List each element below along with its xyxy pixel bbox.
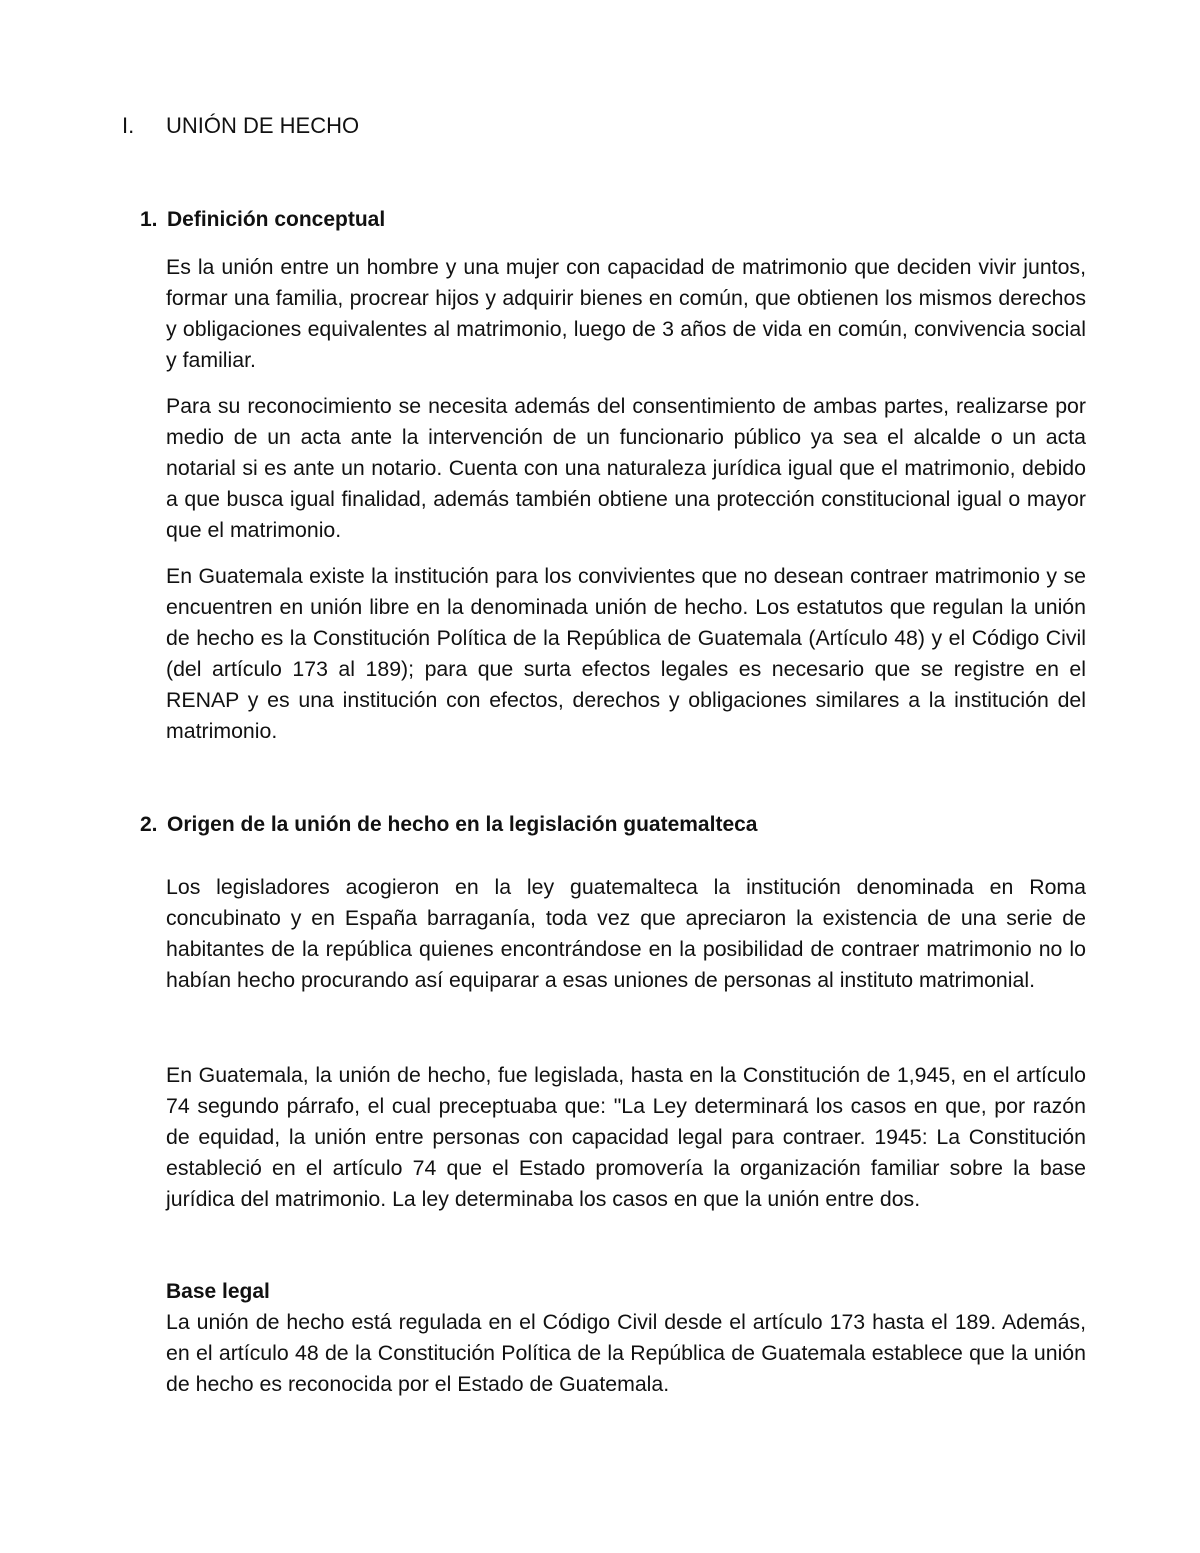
title-text: UNIÓN DE HECHO [166,113,360,138]
paragraph: Los legisladores acogieron en la ley guatemalteca la institución denominada en Roma concubinato y en España barraganía, toda vez que apreciaron la existencia de una serie de habitantes de la república quienes encontrándose en la posibilidad de contraer matrimonio no lo habían hecho procurando así equiparar a esas uniones de personas al instituto matrimonial. [166,875,1086,992]
title-number: I. [122,113,135,138]
section-heading-text: Origen de la unión de hecho en la legislación guatemalteca [167,813,758,836]
section-heading-definicion [140,206,385,234]
paragraph: Es la unión entre un hombre y una mujer con capacidad de matrimonio que deciden vivir juntos, formar una familia, procrear hijos y adquirir bienes en común, que obtienen los mismos derechos y obligaciones equivalentes al matrimonio, luego de 3 años de vida en común, convivencia social y familiar. [166,255,1086,372]
document-title [122,112,359,140]
section-heading-text: Definición conceptual [167,208,386,231]
paragraph: Para su reconocimiento se necesita además del consentimiento de ambas partes, realizarse por medio de un acta ante la intervención de un funcionario público ya sea el alcalde o un acta notarial si es ante un notario. Cuenta con una naturaleza jurídica igual que el matrimonio, debido a que busca igual finalidad, además también obtiene una protección constitucional igual o mayor que el matrimonio. [166,394,1086,542]
subsection-heading-base-legal: Base legal [166,1280,270,1303]
paragraph: La unión de hecho está regulada en el Código Civil desde el artículo 173 hasta el 189. Además, en el artículo 48 de la Constitución Política de la República de Guatemala establece que la unión de hecho es reconocida por el Estado de Guatemala. [166,1310,1086,1396]
section-number: 1. [140,208,158,231]
paragraph: En Guatemala existe la institución para los convivientes que no desean contraer matrimonio y se encuentren en unión libre en la denominada unión de hecho. Los estatutos que regulan la unión de hecho es la Constitución Política de la República de Guatemala (Artículo 48) y el Código Civil (del artículo 173 al 189); para que surta efectos legales es necesario que se registre en el RENAP y es una institución con efectos, derechos y obligaciones similares a la institución del matrimonio. [166,564,1086,743]
section-number: 2. [140,813,158,836]
paragraph: En Guatemala, la unión de hecho, fue legislada, hasta en la Constitución de 1,945, en el artículo 74 segundo párrafo, el cual preceptuaba que: "La Ley determinará los casos en que, por razón de equidad, la unión entre personas con capacidad legal para contraer. 1945: La Constitución estableció en el artículo 74 que el Estado promovería la organización familiar sobre la base jurídica del matrimonio. La ley determinaba los casos en que la unión entre dos. [166,1063,1086,1211]
section-heading-origen [140,811,757,839]
